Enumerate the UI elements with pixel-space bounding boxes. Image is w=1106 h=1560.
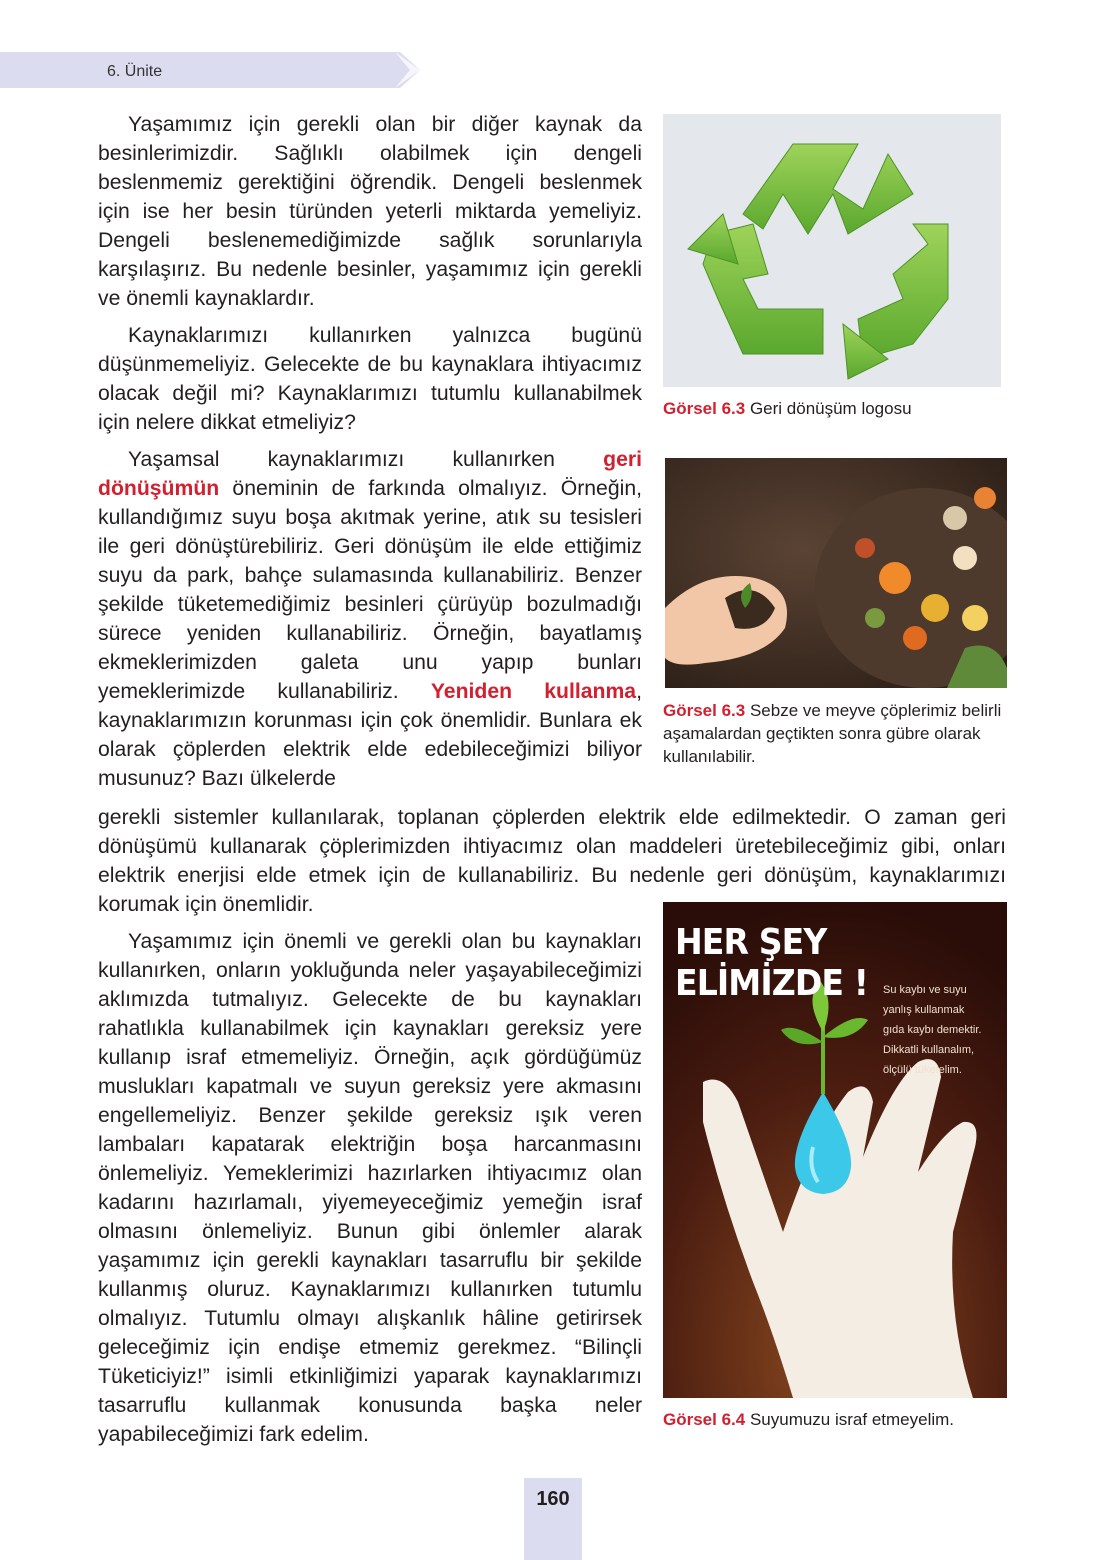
paragraph-1: Yaşamımız için gerekli olan bir diğer kaynak da besinlerimizdir. Sağlıklı olabilmek için dengeli beslenmemiz gerektiğini öğrendik. Dengeli beslenmek için ise her besin türünden yeterli miktarda yemeliyiz. Dengeli beslenemediğimizde sağlık sorunlarıyla karşılaşırız. Bu nedenle besinler, yaşamımız için gerekli ve önemli kaynaklardır. [98,113,642,310]
paragraph-2: Kaynaklarımızı kullanırken yalnızca bugünü düşünmemeliyiz. Gelecekte de bu kaynaklara ihtiyacımız olacak değil mi? Kaynaklarımızı tutumlu kullanabilmek için nelere dikkat etmeliyiz? [98,324,642,434]
poster-line: Dikkatli kullanalım, [883,1044,975,1056]
water-poster [663,902,1007,1398]
poster-line: yanlış kullanmak [883,1004,965,1016]
figure-caption-1 [663,397,1003,420]
poster-line: gıda kaybı demektir. [883,1024,982,1036]
p3-text-a: Yaşamsal kaynaklarımızı kullanırken [128,448,604,471]
poster-line: ölçülü tüketelim. [883,1064,962,1076]
p3-text-c: , kaynaklarımızın korunması için çok önemlidir. Bunlara ek olarak çöplerden elektrik elde edebileceğimizi biliyor musunuz? Bazı ülkelerde [98,680,642,790]
unit-label: 6. Ünite [107,63,163,80]
text-column-2 [98,927,642,1449]
figure-label-1: Görsel 6.3 [663,399,746,418]
paragraph-4: Yaşamımız için önemli ve gerekli olan bu kaynakları kullanırken, onların yokluğunda neler yaşayabileceğimizi aklımızda tutmalıyız. Gelecekte de bu kaynakları rahatlıkla kullanabilmek için kaynakları gereksiz yere kullanıp israf etmemeliyiz. Örneğin, açık gördüğümüz muslukları kapatmalı ve suyun gereksiz yere akmasını engellemeliyiz. Benzer şekilde gereksiz ışık veren lambaları kapatarak elektriğin boşa harcanmasını önlemeliyiz. Yemeklerimizi hazırlarken ihtiyacımız olan kadarını hazırlamalı, yiyemeyeceğimiz yemeğin israf olmasını önlemeliyiz. Bunun gibi önlemler alarak yaşamımız için gerekli kaynakları tasarruflu bir şekilde kullanmış oluruz. Kaynaklarımızı kullanırken tutumlu olmalıyız. Tutumlu olmayı alışkanlık hâline getirirsek geleceğimiz için endişe etmemiz gerekmez. “Bilinçli Tüketiciyiz!” isimli etkinliğimizi yaparak kaynaklarımızı tasarruflu kullanmak konusunda başka neler yapabileceğimizi fark edelim. [98,930,642,1446]
figure-label-3: Görsel 6.4 [663,1410,746,1429]
unit-header-tab [0,52,420,88]
recycle-icon [663,114,1001,387]
paragraph-3 [98,445,642,793]
figure-caption-2 [663,699,1008,768]
poster-text [883,980,1003,1080]
poster-line: Su kaybı ve suyu [883,984,967,996]
figure-caption-3 [663,1408,1008,1431]
figure-text-2: Sebze ve meyve çöplerimiz belirli aşamalardan geçtikten sonra gübre olarak kullanılabilir. [663,701,1002,766]
compost-photo [665,458,1007,688]
term-geri-donusum: geri dönüşümün [98,448,642,500]
figure-text-3: Suyumuzu israf etmeyelim. [745,1410,955,1429]
page-number: 160 [536,1488,570,1510]
text-column [98,110,642,793]
recycle-logo-image [663,114,1001,387]
p3-text-b: öneminin de farkında olmalıyız. Örneğin, kullandığımız suyu boşa akıtmak yerine, atık su tesisleri ile geri dönüştürebiliriz. Geri dönüşüm ile elde ettiğimiz suyu da park, bahçe sulamasında kullanabiliriz. Benzer şekilde tüketemediğimiz besinleri çürüyüp bozulmadığı sürece yeniden kullanabiliriz. Örneğin, bayatlamış ekmeklerimizden galeta unu yapıp bunları yemeklerimizde kullanabiliriz. [98,477,642,703]
paragraph-3-continued: gerekli sistemler kullanılarak, toplanan çöplerden elektrik elde edilmektedir. O zaman geri dönüşümü kullanarak çöplerimizden ihtiyacımız olan maddeleri üretebileceğimiz gibi, onları elektrik enerjisi elde etmek için de kullanabiliriz. Bu nedenle geri dönüşüm, kaynaklarımızı korumak için önemlidir. [98,806,1006,916]
figure-label-2: Görsel 6.3 [663,701,746,720]
poster-title: HER ŞEY ELİMİZDE ! [675,922,868,1004]
term-yeniden-kullanma: Yeniden kullanma [430,680,637,703]
figure-text-1: Geri dönüşüm logosu [745,399,912,418]
